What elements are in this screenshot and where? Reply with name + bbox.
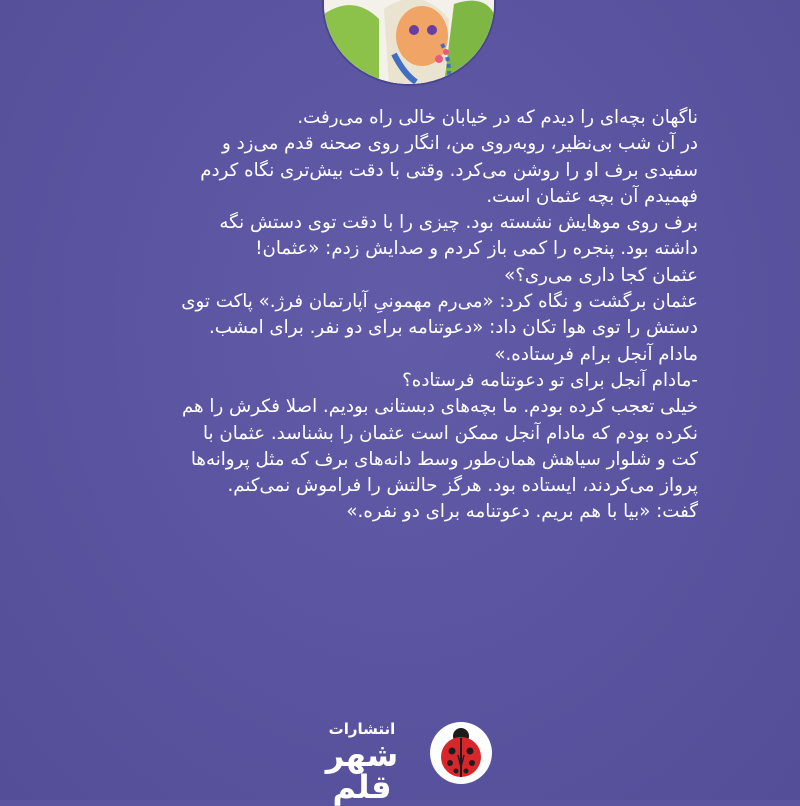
- story-line: مادام آنجل برام فرستاده.»: [494, 343, 698, 365]
- story-line: فهمیدم آن بچه عثمان است.: [486, 185, 698, 207]
- story-line: پرواز می‌کردند، ایستاده بود. هرگز حالتش را فراموش نمی‌کنم.: [227, 475, 698, 497]
- publisher-label: انتشارات: [328, 720, 396, 738]
- story-line: -مادام آنجل برای تو دعوتنامه فرستاده؟: [402, 369, 698, 391]
- story-line: کت و شلوار سیاهش همان‌طور وسط دانه‌های برف که مثل پروانه‌ها: [190, 448, 698, 470]
- story-excerpt: [90, 105, 698, 526]
- ladybug-icon: [428, 720, 494, 786]
- story-line: دستش را توی هوا تکان داد: «دعوتنامه برای دو نفر. برای امشب.: [208, 317, 698, 339]
- story-line: برف روی موهایش نشسته بود. چیزی را با دقت توی دستش نگه: [219, 212, 698, 234]
- story-line: عثمان برگشت و نگاه کرد: «می‌رم مهمونیِ آپارتمان فرژ.» پاکت توی: [181, 291, 698, 313]
- story-line: نکرده بودم که مادام آنجل ممکن است عثمان را بشناسد. عثمان با: [202, 422, 698, 444]
- publisher-wordmark: [300, 720, 424, 806]
- story-line: در آن شب بی‌نظیر، روبه‌روی من، انگار روی صحنه قدم می‌زد و: [222, 133, 698, 155]
- story-line: خیلی تعجب کرده بودم. ما بچه‌های دبستانی بودیم. اصلا فکرش را هم: [181, 396, 698, 418]
- publisher-logo: [300, 712, 500, 806]
- story-line: گفت: «بیا با هم بریم. دعوتنامه برای دو نفره.»: [346, 501, 698, 523]
- story-line: عثمان کجا داری می‌ری؟»: [504, 264, 698, 286]
- publisher-name: شهر قلم: [325, 736, 399, 806]
- story-line: ناگهان بچه‌ای را دیدم که در خیابان خالی راه می‌رفت.: [297, 107, 698, 128]
- story-line: سفیدی برف او را روشن می‌کرد. وقتی با دقت بیش‌تری نگاه کردم: [200, 159, 698, 181]
- story-line: داشته بود. پنجره را کمی باز کردم و صدایش زدم: «عثمان!: [255, 238, 698, 260]
